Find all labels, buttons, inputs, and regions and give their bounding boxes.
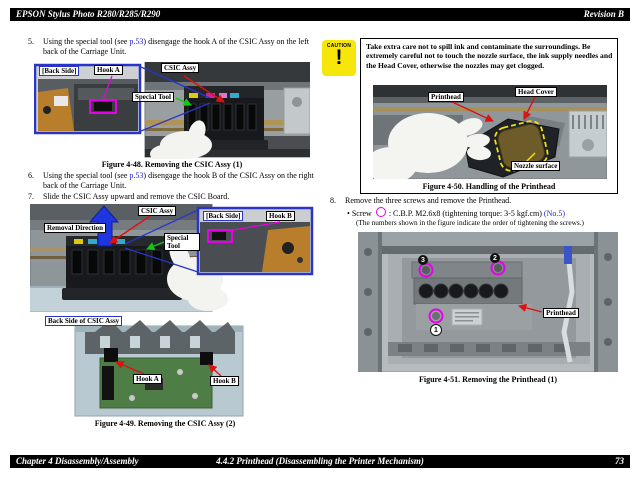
step-6 xyxy=(28,171,320,192)
figure-4-50-caption: Figure 4-50. Handling of the Printhead xyxy=(422,182,556,191)
screw-spec-pre: Screw xyxy=(351,209,372,218)
step-6-number: 6. xyxy=(28,171,34,180)
step-8 xyxy=(330,196,626,206)
caution-icon-label: CAUTION xyxy=(326,43,352,49)
back-side-label: [Back Side] xyxy=(203,211,243,221)
screw-marker-circle-icon xyxy=(376,207,386,217)
step-5-text xyxy=(43,37,320,58)
special-tool-label: Special Tool xyxy=(132,92,174,102)
tightening-order-note: (The numbers shown in the figure indicate the order of tightening the screws.) xyxy=(356,218,584,227)
footer-page-number: 73 xyxy=(615,456,624,466)
page-header xyxy=(10,8,630,21)
step-7-text: Slide the CSIC Assy upward and remove the CSIC Board. xyxy=(43,192,230,201)
screw-order-badge-3: 3 xyxy=(418,255,428,265)
figure-4-49-top xyxy=(30,204,315,316)
figure-4-51-caption: Figure 4-51. Removing the Printhead (1) xyxy=(418,375,558,384)
hook-a-label: Hook A xyxy=(94,65,123,75)
step-7-number: 7. xyxy=(28,192,34,201)
figure-4-48-photo-illustration xyxy=(34,62,310,159)
figure-4-48 xyxy=(34,62,310,159)
figure-4-50 xyxy=(373,85,607,179)
hook-a-part xyxy=(104,348,118,362)
caution-text: Take extra care not to spill ink and contaminate the surroundings. Be extremely careful not to touch the nozzle surface, the ink supply needles and the Head Cover, otherwise the nozzles may get clogged. xyxy=(366,42,613,70)
header-revision: Revision B xyxy=(583,9,624,19)
step-8-text: Remove the three screws and remove the Printhead. xyxy=(345,196,512,205)
csic-assy-label: CSIC Assy xyxy=(138,206,176,216)
caution-icon xyxy=(322,40,356,76)
removal-direction-label: Removal Direction xyxy=(44,223,106,233)
hook-b-label: Hook B xyxy=(266,211,295,221)
figure-4-51 xyxy=(358,232,618,372)
back-side-label: [Back Side] xyxy=(39,66,79,76)
step-6-text-post: ) disengage the hook B of the CSIC Assy on the right back of the Carriage Unit. xyxy=(43,171,314,191)
bullet-mark: • xyxy=(347,209,350,218)
figure-4-48-caption: Figure 4-48. Removing the CSIC Assy (1) xyxy=(101,160,243,169)
screw-number-link[interactable]: (No.5) xyxy=(543,209,566,218)
figure-4-51-photo-illustration xyxy=(358,232,618,372)
screw-order-badge-1: 1 xyxy=(430,324,442,336)
step-5-text-post: ) disengage the hook A of the CSIC Assy on the left back of the Carriage Unit. xyxy=(43,37,309,57)
figure-4-50-photo-illustration xyxy=(373,85,607,179)
figure-4-49-bottom xyxy=(40,312,290,418)
head-cover-label: Head Cover xyxy=(515,87,557,97)
printhead-label: Printhead xyxy=(428,92,464,102)
step-5 xyxy=(28,37,320,58)
back-side-of-csic-label: Back Side of CSIC Assy xyxy=(45,316,122,326)
special-tool-label: Special Tool xyxy=(164,233,200,251)
step-5-text-pre: Using the special tool (see xyxy=(43,37,130,46)
step-6-text-pre: Using the special tool (see xyxy=(43,171,130,180)
step-6-page-link[interactable]: p.53 xyxy=(129,171,144,180)
step-6-text xyxy=(43,171,320,192)
caution-box xyxy=(360,38,618,194)
screw-spec-line xyxy=(347,207,565,219)
hook-a-label: Hook A xyxy=(133,374,162,384)
step-7 xyxy=(28,192,320,202)
footer-section: 4.4.2 Printhead (Disassembling the Printer Mechanism) xyxy=(216,456,424,466)
csic-assy-label: CSIC Assy xyxy=(161,63,199,73)
printhead-label: Printhead xyxy=(543,308,579,318)
step-8-number: 8. xyxy=(330,196,336,205)
step-5-number: 5. xyxy=(28,37,34,46)
step-5-page-link[interactable]: p.53 xyxy=(129,37,144,46)
hook-b-label: Hook B xyxy=(210,376,239,386)
hook-b-part xyxy=(200,352,213,365)
figure-4-49-caption: Figure 4-49. Removing the CSIC Assy (2) xyxy=(94,419,236,428)
footer-chapter: Chapter 4 Disassembly/Assembly xyxy=(16,456,139,466)
screw-spec-text: : C.B.P. M2.6x8 (tightening torque: 3-5 kgf.cm) xyxy=(388,209,542,218)
screw-order-badge-2: 2 xyxy=(490,253,500,263)
caution-exclamation-mark: ! xyxy=(335,46,343,69)
page-footer xyxy=(10,455,630,468)
nozzle-surface-label: Nozzle surface xyxy=(511,161,560,171)
csic-board-photo-illustration xyxy=(40,312,290,418)
header-title: EPSON Stylus Photo R280/R285/R290 xyxy=(16,9,161,19)
